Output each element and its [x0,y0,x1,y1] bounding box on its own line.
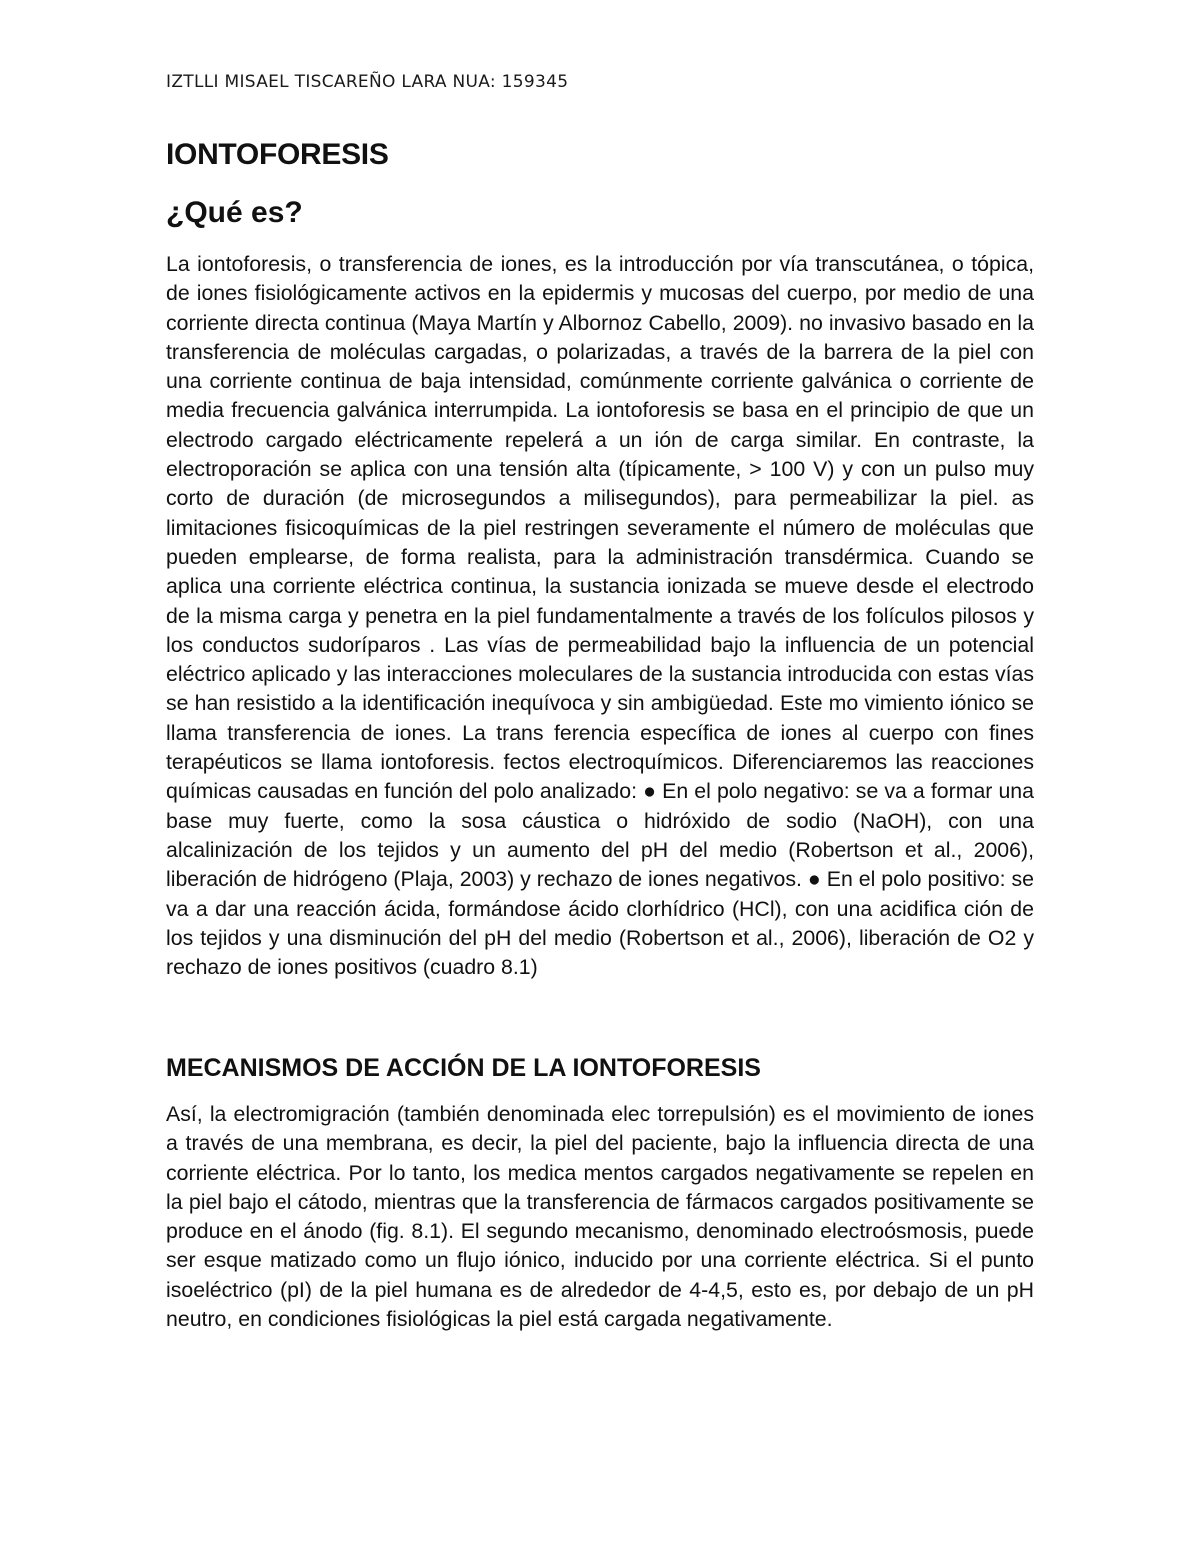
author-header: IZTLLI MISAEL TISCAREÑO LARA NUA: 159345 [166,72,569,92]
section-heading-mechanisms: MECANISMOS DE ACCIÓN DE LA IONTOFORESIS [166,1054,761,1082]
document-title: IONTOFORESIS [166,138,389,171]
body-paragraph-mechanisms: Así, la electromigración (también denominada elec torrepulsión) es el movimiento de iones a través de una membrana, es decir, la piel del paciente, bajo la influencia directa de una corriente eléctrica. Por lo tanto, los medica mentos cargados negativamente se repelen en la piel bajo el cátodo, mientras que la transferencia de fármacos cargados positivamente se produce en el ánodo (fig. 8.1). El segundo mecanismo, denominado electroósmosis, puede ser esque matizado como un flujo iónico, inducido por una corriente eléctrica. Si el punto isoeléctrico (pI) de la piel humana es de alrededor de 4-4,5, esto es, por debajo de un pH neutro, en condiciones fisiológicas la piel está cargada negativamente. [166,1102,1034,1332]
document-subtitle: ¿Qué es? [166,196,303,229]
body-paragraph-intro: La iontoforesis, o transferencia de iones, es la introducción por vía transcutánea, o tópica, de iones fisiológicamente activos en la epidermis y mucosas del cuerpo, por medio de una corriente directa continua (Maya Martín y Albornoz Cabello, 2009). no invasivo basado en la transferencia de moléculas cargadas, o polarizadas, a través de la barrera de la piel con una corriente continua de baja intensidad, comúnmente corriente galvánica o corriente de media frecuencia galvánica interrumpida. La iontoforesis se basa en el principio de que un electrodo cargado eléctricamente repelerá a un ión de carga similar. En contraste, la electroporación se aplica con una tensión alta (típicamente, > 100 V) y con un pulso muy corto de duración (de microsegundos a milisegundos), para permeabilizar la piel. as limitaciones fisicoquímicas de la piel restringen severamente el número de moléculas que pueden emplearse, de forma realista, para la administración transdérmica. Cuando se aplica una corriente eléctrica continua, la sustancia ionizada se mueve desde el electrodo de la misma carga y penetra en la piel fundamentalmente a través de los folículos pilosos y los conductos sudoríparos . Las vías de permeabilidad bajo la influencia de un potencial eléctrico aplicado y las interacciones moleculares de la sustancia introducida con estas vías se han resistido a la identificación inequívoca y sin ambigüedad. Este mo vimiento iónico se llama transferencia de iones. La trans ferencia específica de iones al cuerpo con fines terapéuticos se llama iontoforesis. fectos electroquímicos. Diferenciaremos las reacciones químicas causadas en función del polo analizado: ● En el polo negativo: se va a formar una base muy fuerte, como la sosa cáustica o hidróxido de sodio (NaOH), con una alcalinización de los tejidos y un aumento del pH del medio (Robertson et al., 2006), liberación de hidrógeno (Plaja, 2003) y rechazo de iones negativos. ● En el polo positivo: se va a dar una reacción ácida, formándose ácido clorhídrico (HCl), con una acidifica ción de los tejidos y una disminución del pH del medio (Robertson et al., 2006), liberación de O2 y rechazo de iones positivos (cuadro 8.1) [166,252,1034,980]
